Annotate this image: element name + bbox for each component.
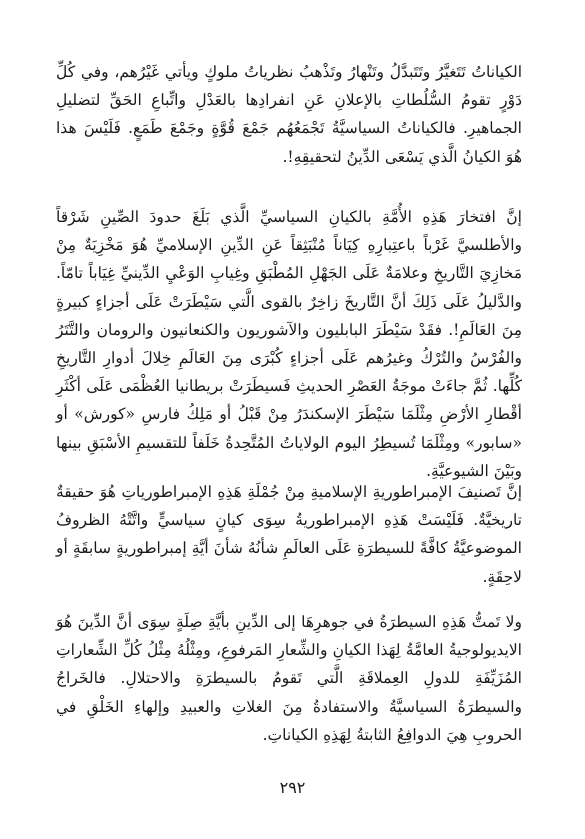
page-number: ٢٩٢ <box>279 778 306 797</box>
paragraph-1: الكياناتُ تَتَغيَّرُ وتَتَبدَّلُ وتَنْهارُ وتَذْهبُ نظرياتُ ملوكٍ ويأتي غَيْرُهم، وفي كُلِّ دَوْرٍ تقومُ السُّلُطاتِ بالإعلانِ عَنِ انفرادِها بالعَدْلِ واتِّباعِ الحَقِّ لتضليلِ الجماهيرِ. فالكياناتُ السياسيَّةُ تَجْمَعُهُم جَمْعَ قُوَّةٍ وجَمْعَ طَمَعٍ. فَلَيْسَ هذا هُوَ الكيانُ الَّذي يَسْعَى الدِّينُ لتحقيقِهِ!. <box>56 63 522 166</box>
paragraph-3: إنَّ تَصنيفَ الإمبراطوريةِ الإسلاميةِ مِنْ جُمْلَةِ هَذِهِ الإمبراطورياتِ هُوَ حقيقةٌ تاريخيَّةٌ. فَلَيْسَتْ هَذِهِ الإمبراطوريةُ سِوَى كيانٍ سياسيٍّ واتَّتْهُ الظروفُ الموضوعيَّةُ كافَّةً للسيطرَةِ عَلَى العالَمِ شأنُهُ شأنَ أيَّةِ إمبراطوريةٍ سابقَةٍ أو لاحِقَةٍ. <box>56 483 522 586</box>
paragraph-4: ولا تَمتُّ هَذِهِ السيطرَةُ في جوهرِهَا إلى الدِّينِ بأيَّةِ صِلَةٍ سِوَى أنَّ الدِّينَ هُوَ الايديولوجيةُ العامَّةُ لِهَذا الكيانِ والشِّعارِ المَرفوعِ، ومِثْلُهُ مِثْلُ كُلِّ الشِّعاراتِ المُزَيِّفَةِ للدولِ العِملاقَةِ الَّتي تَقومُ بالسيطرَةِ والاحتلالِ. فالخَراجُ والسيطرَةُ السياسيَّةُ والاستفادةُ مِنَ الغلاتِ والعبيدِ وإلهاءِ الخَلْقِ في الحروبِ هِيَ الدوافِعُ الثابتةُ لِهَذِهِ الكياناتِ. <box>56 613 522 744</box>
paragraph-2: إنَّ افتخارَ هَذِهِ الأُمَّةِ بالكيانِ السياسيِّ الَّذي بَلَغَ حدودَ الصِّينِ شَرْقاً والأطلسيَّ غَرْباً باعتِبارِهِ كِيَاناً مُنْبَثِقاً عَنِ الدِّينِ الإسلاميِّ هُوَ مَخْزِيَةٌ مِنْ مَخازِيَ التَّاريخِ وعلامَةٌ عَلَى الجَهْلِ المُطْبَقِ وغِيابِ الوَعْيِ الدِّينيِّ غِيَاباً تامّاً. والدَّليلُ عَلَى ذَلِكَ أنَّ التَّاريخَ زاخِرٌ بالقوى الَّتي سَيْطَرَتْ عَلَى أجزاءٍ كبيرةٍ مِنَ العَالَمِ!. فقَدْ سَيْطَرَ البابليون والآشوريون والكنعانيون والرومان والتَّتَرُ والفُرْسُ والتُرْكُ وغيرُهم عَلَى أجزاءٍ كُبْرَى مِنَ العَالَمِ خِلالَ أدوارِ التَّاريخِ كُلِّها. ثُمَّ جاءَتْ موجَةُ العَصْرِ الحديثِ فَسيطَرَتْ بريطانيا العُظْمَى عَلَى أكْثَرِ أقْطارِ الأرْضِ مِثْلَمَا سَيْطَرَ الإسكندَرُ مِنْ قَبْلُ أو مَلِكُ فارسِ «كورش» أو «سابور» ومِثْلَمَا تُسيطِرُ اليوم الولاياتُ المُتَّحِدةُ خَلَفاً للتقسيمِ الأسْبَقِ بينها وبَيْنَ الشيوعيَّةِ. <box>56 208 522 480</box>
